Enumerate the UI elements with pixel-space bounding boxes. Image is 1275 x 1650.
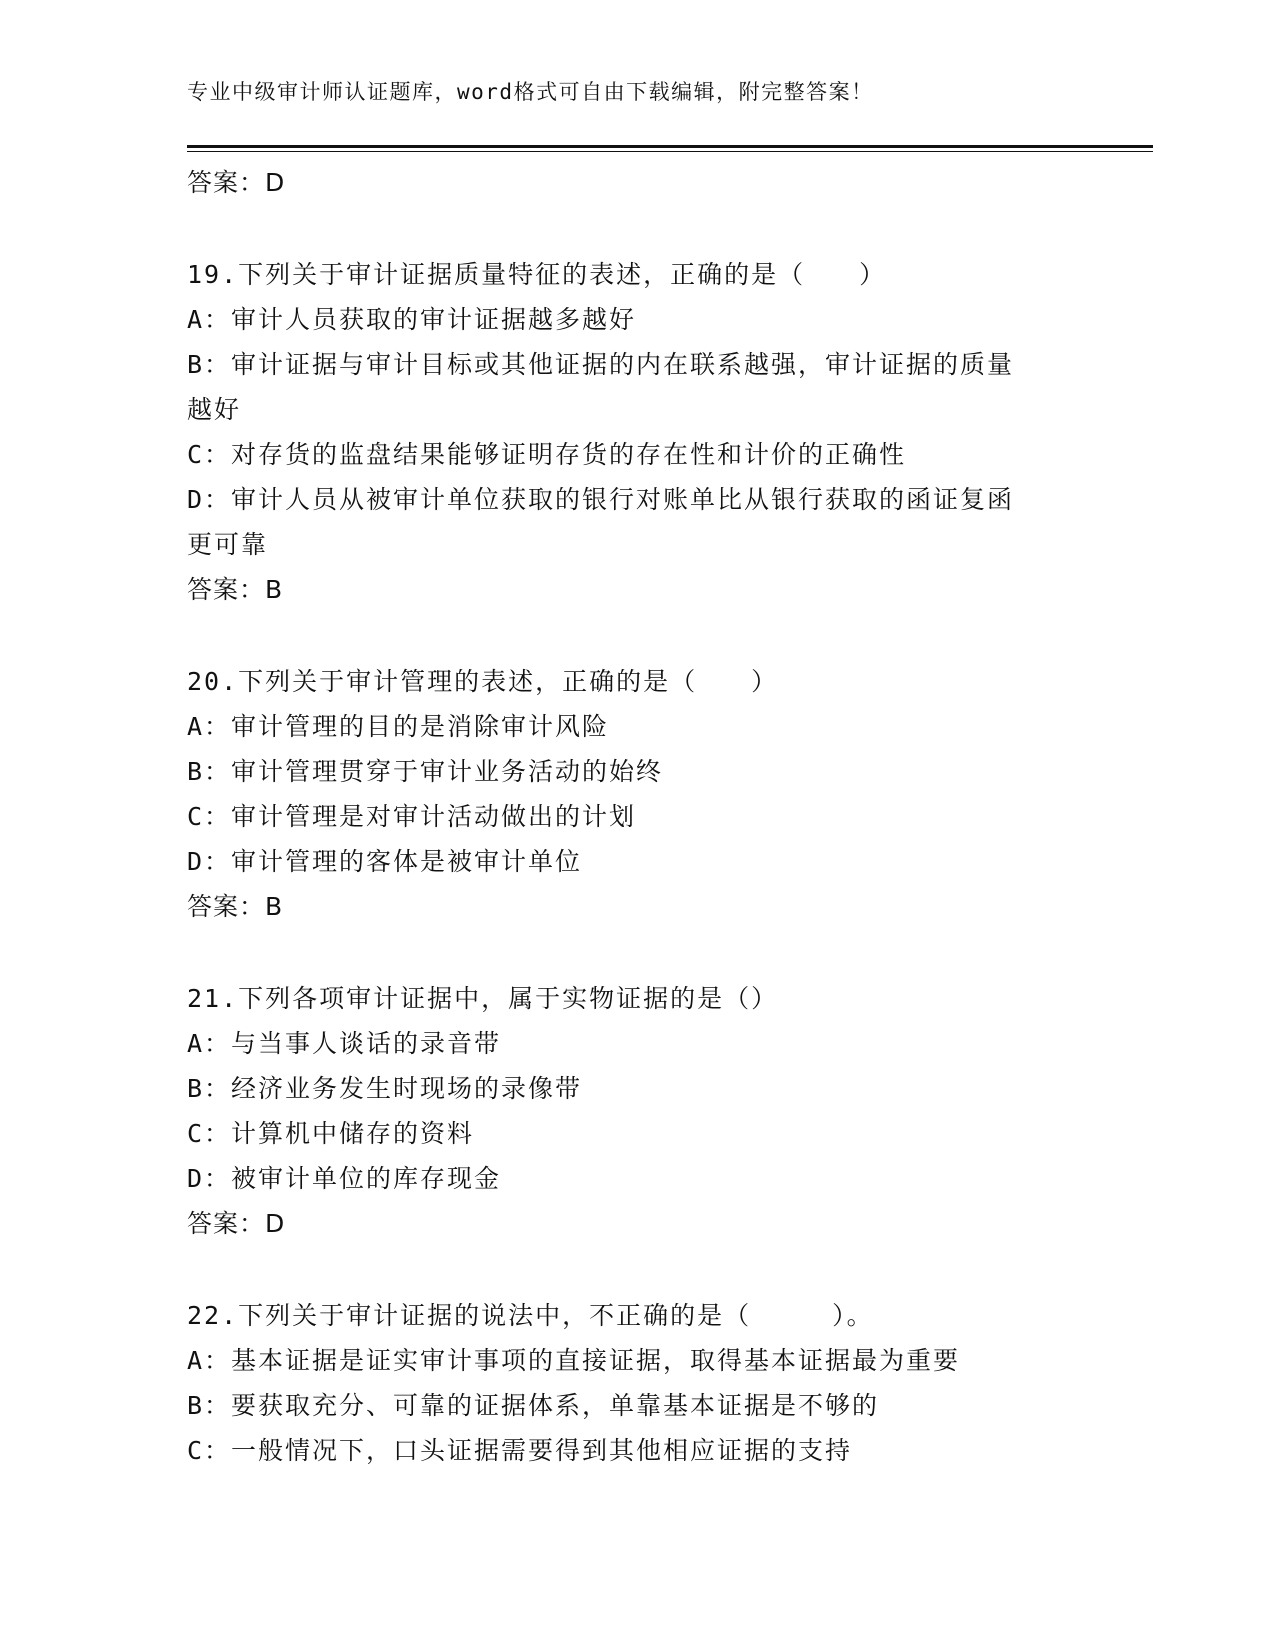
option-c: C：审计管理是对审计活动做出的计划 — [187, 802, 637, 831]
question-21 — [187, 976, 1087, 1246]
option-a: A：基本证据是证实审计事项的直接证据，取得基本证据最为重要 — [187, 1346, 961, 1375]
option-a: A：审计管理的目的是消除审计风险 — [187, 712, 610, 741]
answer-line: 答案：B — [187, 575, 284, 604]
question-19 — [187, 252, 1087, 612]
option-a: A：与当事人谈话的录音带 — [187, 1029, 502, 1058]
option-b: B：审计证据与审计目标或其他证据的内在联系越强，审计证据的质量 — [187, 350, 1015, 379]
option-d: D：审计管理的客体是被审计单位 — [187, 847, 583, 876]
option-b: B：要获取充分、可靠的证据体系，单靠基本证据是不够的 — [187, 1391, 880, 1420]
option-c: C：一般情况下，口头证据需要得到其他相应证据的支持 — [187, 1436, 853, 1465]
question-stem: 20.下列关于审计管理的表述，正确的是（ ） — [187, 667, 779, 696]
answer-line: 答案：D — [187, 168, 286, 197]
option-d: D：被审计单位的库存现金 — [187, 1164, 502, 1193]
header-divider-thin — [187, 151, 1153, 152]
option-a: A：审计人员获取的审计证据越多越好 — [187, 305, 637, 334]
option-b-continued: 越好 — [187, 395, 242, 424]
option-c: C：对存货的监盘结果能够证明存货的存在性和计价的正确性 — [187, 440, 907, 469]
option-d: D：审计人员从被审计单位获取的银行对账单比从银行获取的函证复函 — [187, 485, 1015, 514]
option-c: C：计算机中储存的资料 — [187, 1119, 475, 1148]
option-b: B：经济业务发生时现场的录像带 — [187, 1074, 583, 1103]
option-d-continued: 更可靠 — [187, 530, 269, 559]
question-stem: 21.下列各项审计证据中，属于实物证据的是（） — [187, 984, 779, 1013]
question-stem: 19.下列关于审计证据质量特征的表述，正确的是（ ） — [187, 260, 887, 289]
page-header: 专业中级审计师认证题库，word格式可自由下载编辑，附完整答案！ — [187, 80, 874, 104]
question-22 — [187, 1293, 1087, 1473]
option-b: B：审计管理贯穿于审计业务活动的始终 — [187, 757, 664, 786]
question-stem: 22.下列关于审计证据的说法中，不正确的是（ ）。 — [187, 1301, 874, 1330]
answer-line: 答案：B — [187, 892, 284, 921]
question-list — [187, 160, 1087, 1473]
header-divider-thick — [187, 145, 1153, 148]
answer-line: 答案：D — [187, 1209, 286, 1238]
question-20 — [187, 659, 1087, 929]
